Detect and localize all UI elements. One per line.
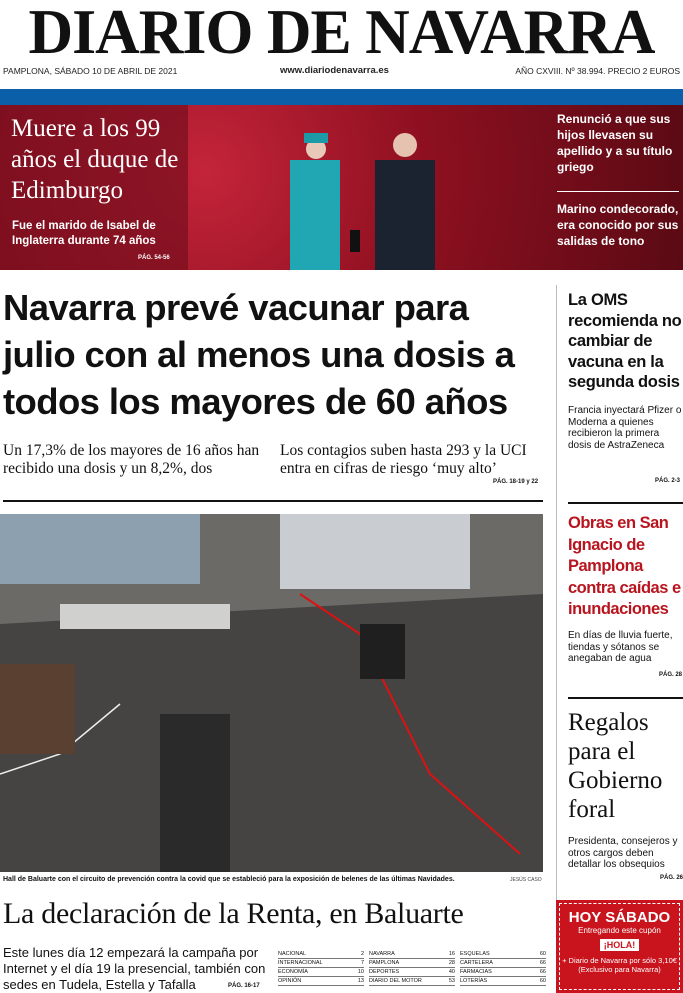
- promo-note: + Diario de Navarra por sólo 3,10€ (Exclusivo para Navarra): [562, 956, 677, 974]
- index-row[interactable]: OPINIÓN 13: [278, 978, 364, 984]
- index-row[interactable]: LOTERÍAS 60: [460, 978, 546, 984]
- promo-coupon[interactable]: [556, 900, 683, 993]
- side-headline-regalos[interactable]: Regalos para el Gobierno foral: [568, 709, 663, 823]
- website-link[interactable]: www.diariodenavarra.es: [280, 65, 389, 76]
- side-body: Francia inyectará Pfizer o Moderna a quienes recibieron la primera dosis de AstraZeneca: [568, 405, 682, 451]
- masthead-bar: [0, 89, 683, 105]
- photo-credit: JESÚS CASO: [510, 877, 542, 883]
- page-ref: PÁG. 2-3: [655, 478, 681, 484]
- index-row[interactable]: ESQUELAS 60: [460, 951, 546, 957]
- index-column: [460, 950, 546, 986]
- page-ref: PÁG. 16-17: [228, 983, 260, 989]
- lead-headline[interactable]: Navarra prevé vacunar para julio con al menos una dosis a todos los mayores de 60 años: [3, 287, 515, 422]
- renta-body: Este lunes día 12 empezará la campaña por Internet y el día 19 la presencial, también con sedes en Tudela, Estella y Tafalla: [3, 945, 266, 992]
- side-headline-oms[interactable]: La OMS recomienda no cambiar de vacuna en la segunda dosis: [568, 291, 682, 391]
- coupon-border: [559, 903, 680, 990]
- main-photo: [0, 514, 543, 872]
- page-ref: PÁG. 28: [659, 672, 683, 678]
- hero-photo: [280, 125, 460, 270]
- divider: [568, 502, 683, 504]
- main-photo-art: [0, 514, 543, 872]
- dateline: PAMPLONA, SÁBADO 10 DE ABRIL DE 2021: [3, 66, 178, 76]
- index-row[interactable]: ECONOMÍA 10: [278, 969, 364, 975]
- promo-title: HOY SÁBADO: [568, 909, 671, 926]
- index-column: [369, 950, 455, 986]
- masthead-title: DIARIO DE NAVARRA: [28, 0, 655, 67]
- index-row[interactable]: FARMACIAS 66: [460, 969, 546, 975]
- hero-banner[interactable]: [0, 105, 683, 270]
- page-ref: PÁG. 26: [660, 875, 683, 881]
- divider: [568, 697, 683, 699]
- divider: [557, 191, 679, 192]
- hero-headline[interactable]: Muere a los 99 años el duque de Edimburgo: [11, 115, 179, 204]
- page-ref: PÁG. 18-19 y 22: [493, 479, 539, 485]
- lead-deck-right: Los contagios suben hasta 293 y la UCI entra en cifras de riesgo ‘muy alto’: [280, 442, 527, 477]
- promo-subtitle: Entregando este cupón: [578, 926, 661, 935]
- index-row[interactable]: INTERNACIONAL 7: [278, 960, 364, 966]
- page-ref: PÁG. 54-56: [138, 255, 170, 261]
- issue-info: AÑO CXVIII. Nº 38.994. PRECIO 2 EUROS: [515, 66, 680, 76]
- renta-headline[interactable]: La declaración de la Renta, en Baluarte: [3, 897, 464, 930]
- side-body: En días de lluvia fuerte, tiendas y sótanos se anegaban de agua: [568, 630, 673, 664]
- hero-subtitle: Fue el marido de Isabel de Inglaterra durante 74 años: [12, 220, 156, 247]
- divider: [3, 500, 543, 502]
- index-row[interactable]: DEPORTES 40: [369, 969, 455, 975]
- index-row[interactable]: NACIONAL 2: [278, 951, 364, 957]
- hero-side-note: Marino condecorado, era conocido por sus salidas de tono: [557, 202, 679, 248]
- side-headline-obras[interactable]: Obras en San Ignacio de Pamplona contra caídas e inundaciones: [568, 514, 681, 618]
- index-row[interactable]: PAMPLONA 28: [369, 960, 455, 966]
- index-row[interactable]: NAVARRA 16: [369, 951, 455, 957]
- photo-caption: Hall de Baluarte con el circuito de prevención contra la covid que se estableció para la exposición de belenes de las últimas Navidades.: [3, 876, 455, 883]
- index-column: [278, 950, 364, 986]
- hero-side-note: Renunció a que sus hijos llevasen su apellido y a su título griego: [557, 112, 673, 174]
- side-body: Presidenta, consejeros y otros cargos deben detallar los obsequios: [568, 836, 678, 870]
- index-row[interactable]: CARTELERA 66: [460, 960, 546, 966]
- index-row[interactable]: DIARIO DEL MOTOR 53: [369, 978, 455, 984]
- lead-deck-left: Un 17,3% de los mayores de 16 años han recibido una dosis y un 8,2%, dos: [3, 442, 260, 477]
- column-divider: [556, 285, 557, 990]
- hola-logo: ¡HOLA!: [600, 939, 640, 951]
